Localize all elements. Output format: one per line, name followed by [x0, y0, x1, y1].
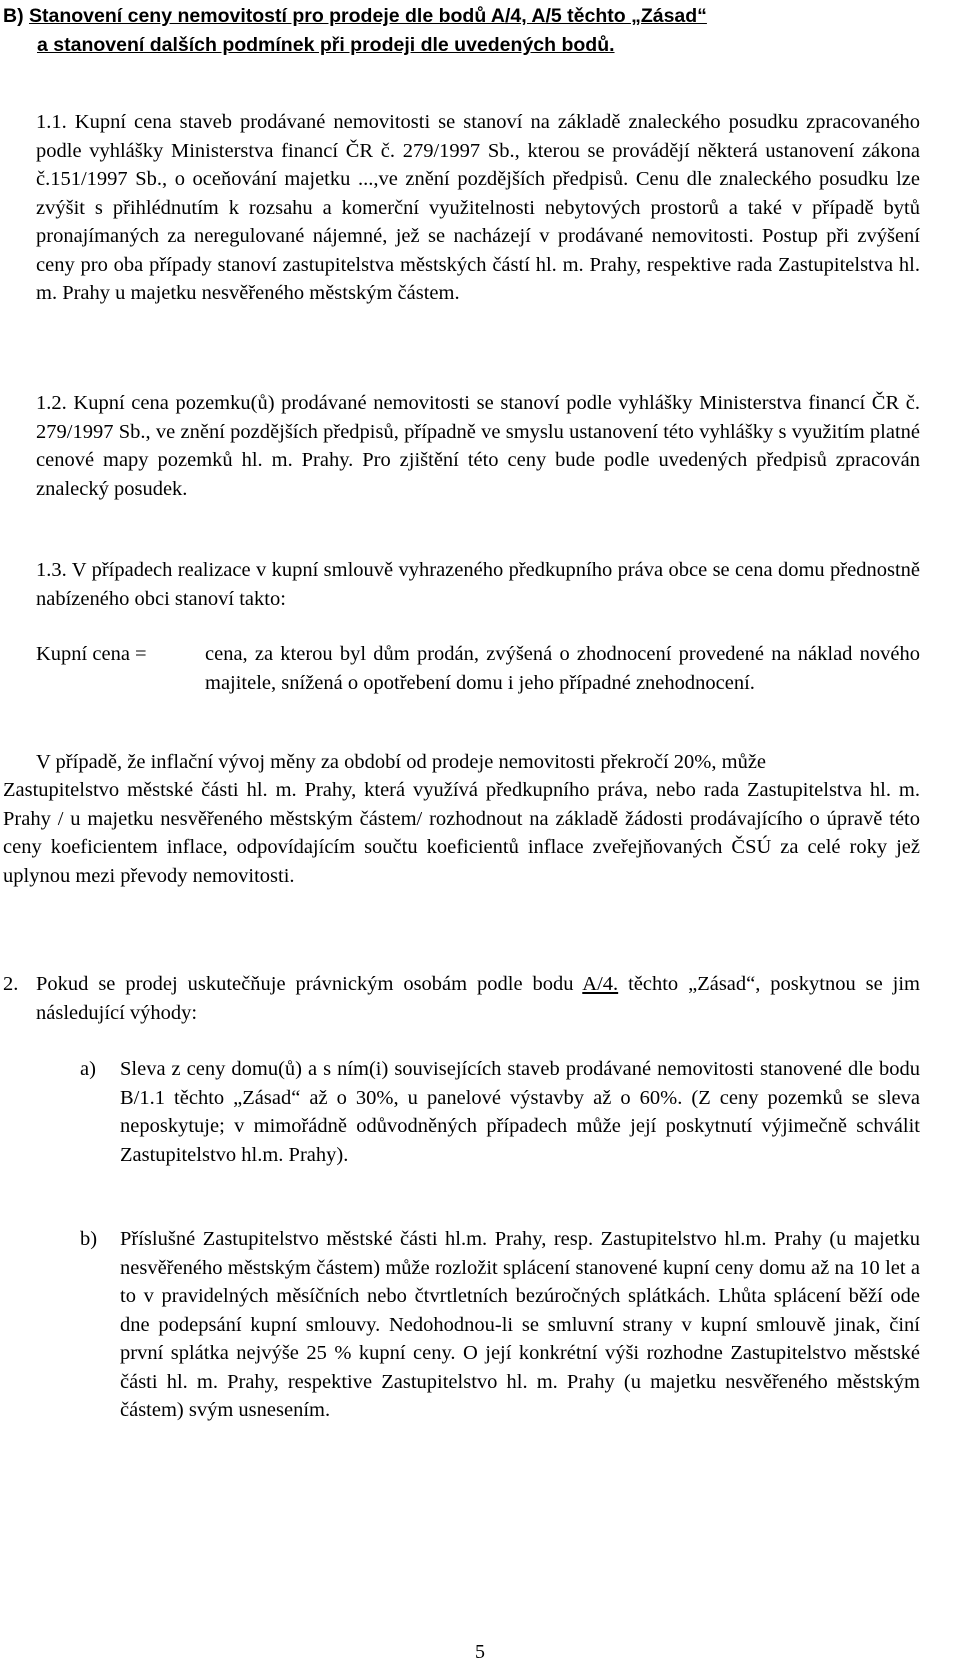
inflation-paragraph: Zastupitelstvo městské části hl. m. Prahy, která využívá předkupního práva, nebo rada Zastupitelstva hl. m. Prahy / u majetku nesvěřeného městským částem/ rozhodnout na základě žádosti prodávajícího o úpravě této ceny koeficientem inflace, odpovídajícím součtu koeficientů inflace zveřejňovaných ČSÚ za celé roky jež uplynou mezi převody nemovitosti. — [3, 779, 920, 887]
point-2-text-after: těchto „Zásad“, poskytnou se jim následující výhody: — [36, 973, 920, 1024]
item-a-marker: a) — [80, 1058, 96, 1080]
point-2-number: 2. — [3, 973, 19, 995]
point-2-text-before: Pokud se prodej uskutečňuje právnickým osobám podle bodu — [36, 973, 583, 995]
heading-prefix: B) — [3, 5, 29, 27]
heading-line-2: a stanovení dalších podmínek při prodeji dle uvedených bodů. — [37, 34, 615, 56]
paragraph-1-1: 1.1. Kupní cena staveb prodávané nemovitosti se stanoví na základě znaleckého posudku zpracovaného podle vyhlášky Ministerstva financí ČR č. 279/1997 Sb., kterou se provádějí některá ustanovení zákona č.151/1997 Sb., o oceňování majetku ...,ve znění pozdějších předpisů. Cenu dle znaleckého posudku lze zvýšit s přihlédnutím k rozsahu a komerční využitelnosti nebytových prostorů a také v případě bytů pronajímaných za neregulované nájemné, jež se nacházejí v prodávané nemovitosti. Postup při zvýšení ceny pro oba případy stanoví zastupitelstva městských částí hl. m. Prahy, respektive rada Zastupitelstva hl. m. Prahy u majetku nesvěřeného městským částem. — [36, 111, 920, 304]
item-b-text: Příslušné Zastupitelstvo městské části hl.m. Prahy, resp. Zastupitelstvo hl.m. Prahy (u majetku nesvěřeného městským částem) může rozložit splácení stanovené kupní ceny domu až na 10 let a to v pravidelných měsíčních nebo čtvrtletních bezúročných splátkách. Lhůta splácení běží ode dne podepsání kupní smlouvy. Nedohodnou-li se smluvní strany v kupní smlouvě jinak, činí první splátka nejvýše 25 % kupní ceny. O její konkrétní výši rozhodne Zastupitelstvo městské části hl. m. Prahy, respektive Zastupitelstvo hl. m. Prahy (u majetku nesvěřeného městským částem) svým usnesením. — [120, 1228, 920, 1421]
paragraph-1-2: 1.2. Kupní cena pozemku(ů) prodávané nemovitosti se stanoví podle vyhlášky Ministerstva financí ČR č. 279/1997 Sb., ve znění pozdějších předpisů, případně ve smyslu ustanovení této vyhlášky s využitím platné cenové mapy pozemků hl. m. Prahy. Pro zjištění této ceny bude podle uvedených předpisů zpracován znalecký posudek. — [36, 392, 920, 500]
item-b-marker: b) — [80, 1228, 98, 1250]
heading-line-1: Stanovení ceny nemovitostí pro prodeje dle bodů A/4, A/5 těchto „Zásad“ — [29, 5, 707, 27]
section-heading — [3, 2, 953, 60]
page-number: 5 — [475, 1641, 485, 1663]
paragraph-1-3: 1.3. V případech realizace v kupní smlouvě vyhrazeného předkupního práva obce se cena domu přednostně nabízeného obci stanoví takto: — [36, 559, 920, 610]
point-2-reference: A/4. — [582, 973, 619, 995]
purchase-price-label: Kupní cena = — [36, 643, 147, 665]
inflation-first-line: V případě, že inflační vývoj měny za období od prodeje nemovitosti překročí 20%, může — [36, 751, 767, 773]
point-2-text — [36, 970, 920, 1027]
purchase-price-definition: cena, za kterou byl dům prodán, zvýšená o zhodnocení provedené na náklad nového majitele, snížená o opotřebení domu i jeho případné znehodnocení. — [205, 643, 920, 694]
item-a-text: Sleva z ceny domu(ů) a s ním(i) souvisejících staveb prodávané nemovitosti stanovené dle bodu B/1.1 těchto „Zásad“ až o 30%, u panelové výstavby až o 60%. (Z ceny pozemků se sleva neposkytuje; v mimořádně odůvodněných případech může její poskytnutí výjimečně schválit Zastupitelstvo hl.m. Prahy). — [120, 1058, 920, 1166]
